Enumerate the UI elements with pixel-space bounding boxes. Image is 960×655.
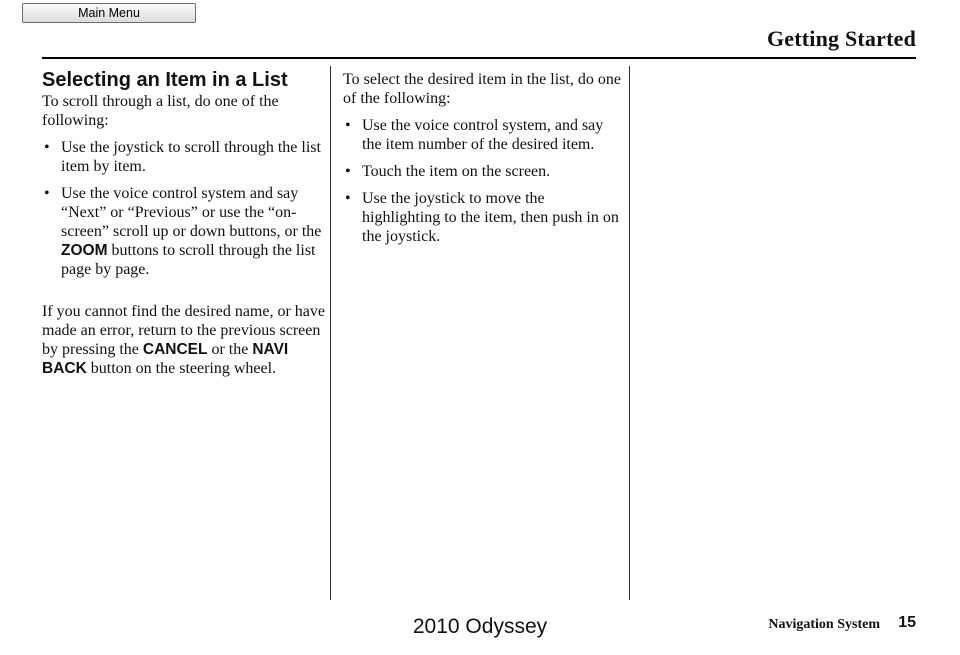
bullet-glyph: • [345, 117, 351, 134]
header-divider [42, 57, 916, 59]
list-item [343, 162, 623, 181]
list-item-text: Use the voice control system, and say the item number of the desired item. [362, 117, 604, 153]
list-item-text: Use the joystick to scroll through the list item by item. [61, 139, 321, 175]
cancel-paragraph [42, 302, 327, 378]
middle-column [343, 70, 623, 246]
intro-text: To scroll through a list, do one of the following: [42, 93, 279, 129]
section-heading: Selecting an Item in a List [42, 69, 288, 91]
paragraph-text: or the [207, 341, 253, 358]
list-item-text: Touch the item on the screen. [362, 163, 551, 180]
intro-text: To select the desired item in the list, do one of the following: [343, 71, 621, 107]
page-number: 15 [898, 614, 916, 631]
list-item-text: Use the joystick to move the highlighting to the item, then push in on the joystick. [362, 190, 619, 245]
list-item [42, 184, 327, 279]
list-item [343, 189, 623, 246]
paragraph-text: button on the steering wheel. [86, 360, 277, 377]
paragraph-text: If you cannot find the desired name, or have made an error, return to the previous screen by pressing the [42, 303, 326, 358]
column-divider [330, 66, 331, 600]
scroll-methods-list [42, 138, 327, 279]
bullet-glyph: • [44, 139, 50, 156]
navi-back-keyword: NAVI BACK [42, 341, 289, 377]
main-menu-button[interactable]: Main Menu [22, 3, 196, 23]
left-column [42, 66, 327, 378]
list-item [42, 138, 327, 176]
bullet-glyph: • [345, 190, 351, 207]
zoom-keyword: ZOOM [61, 242, 108, 259]
list-item [343, 116, 623, 154]
select-methods-list [343, 116, 623, 246]
column-divider [629, 66, 630, 600]
list-item-text: buttons to scroll through the list page by page. [61, 242, 316, 278]
bullet-glyph: • [44, 185, 50, 202]
cancel-keyword: CANCEL [142, 341, 208, 358]
section-title: Getting Started [766, 26, 916, 51]
bullet-glyph: • [345, 163, 351, 180]
model-label: 2010 Odyssey [412, 615, 548, 638]
footer-system-label: Navigation System [768, 617, 880, 632]
list-item-text: Use the voice control system and say “Next” or “Previous” or use the “on-screen” scroll up or down buttons, or the [61, 185, 322, 240]
